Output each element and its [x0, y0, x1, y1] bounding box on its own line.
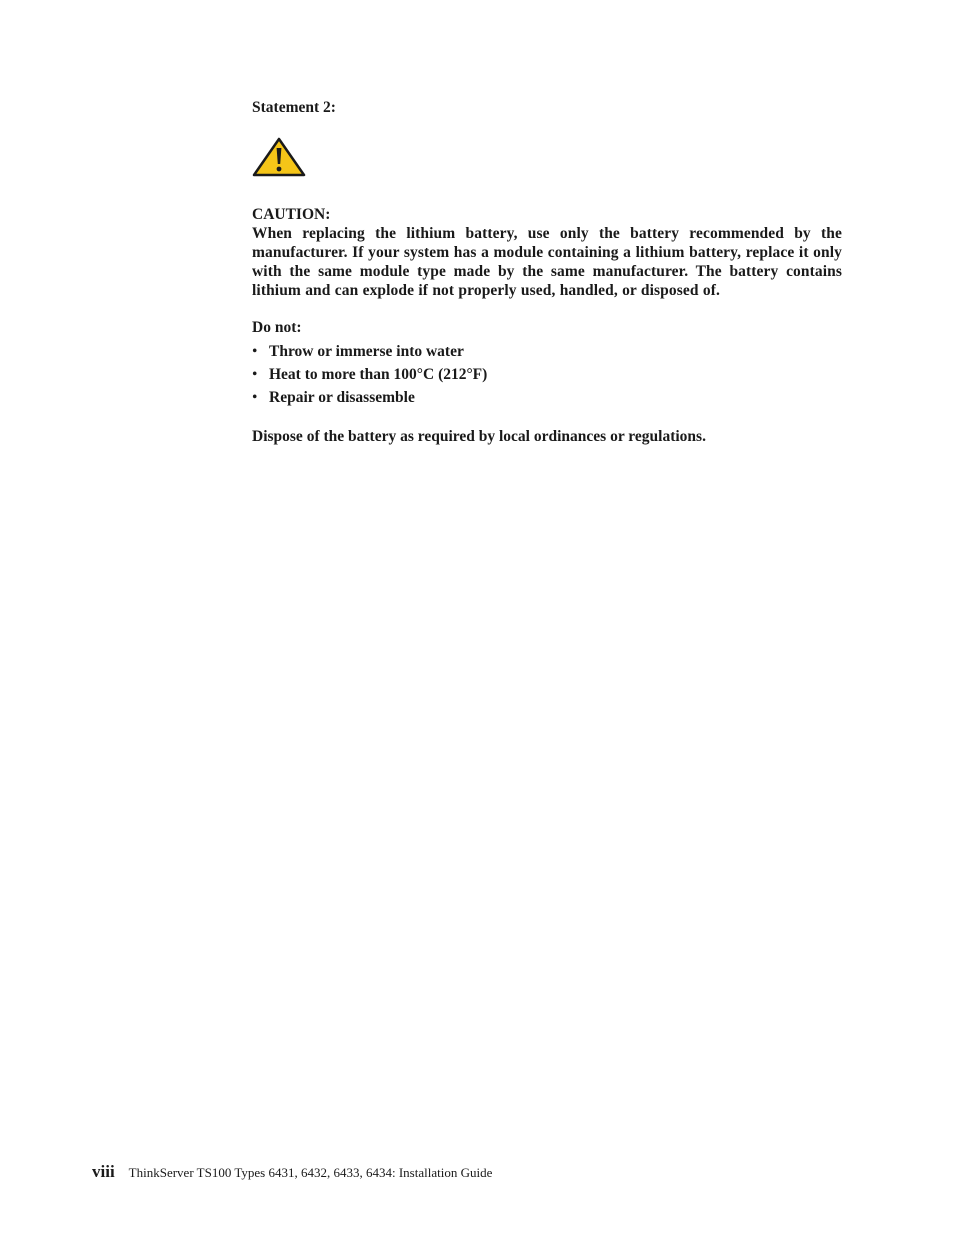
caution-text: When replacing the lithium battery, use only the battery recommended by the manufacturer. If your system has a module containing a lithium battery, replace it only with the same module type made by the same manufacturer. The battery contains lithium and can explode if not properly used, handled, or disposed of.	[252, 225, 842, 299]
bullet-icon: •	[252, 389, 258, 406]
page-number: viii	[92, 1162, 115, 1181]
do-not-list	[252, 342, 842, 407]
caution-heading: CAUTION:	[252, 206, 331, 223]
list-item-text: Repair or disassemble	[269, 389, 415, 406]
statement-label: Statement 2:	[252, 99, 336, 116]
warning-triangle-icon	[252, 137, 306, 177]
caution-block	[252, 205, 842, 300]
bullet-icon: •	[252, 343, 258, 360]
do-not-label: Do not:	[252, 319, 302, 336]
list-item	[252, 365, 842, 384]
footer-title: ThinkServer TS100 Types 6431, 6432, 6433, 6434: Installation Guide	[128, 1165, 493, 1180]
list-item	[252, 388, 842, 407]
list-item-text: Throw or immerse into water	[269, 343, 464, 360]
dispose-instruction: Dispose of the battery as required by local ordinances or regulations.	[252, 428, 706, 445]
page-footer	[92, 1162, 492, 1182]
list-item-text: Heat to more than 100°C (212°F)	[269, 366, 488, 383]
statement-section	[252, 98, 842, 446]
list-item	[252, 342, 842, 361]
bullet-icon: •	[252, 366, 258, 383]
